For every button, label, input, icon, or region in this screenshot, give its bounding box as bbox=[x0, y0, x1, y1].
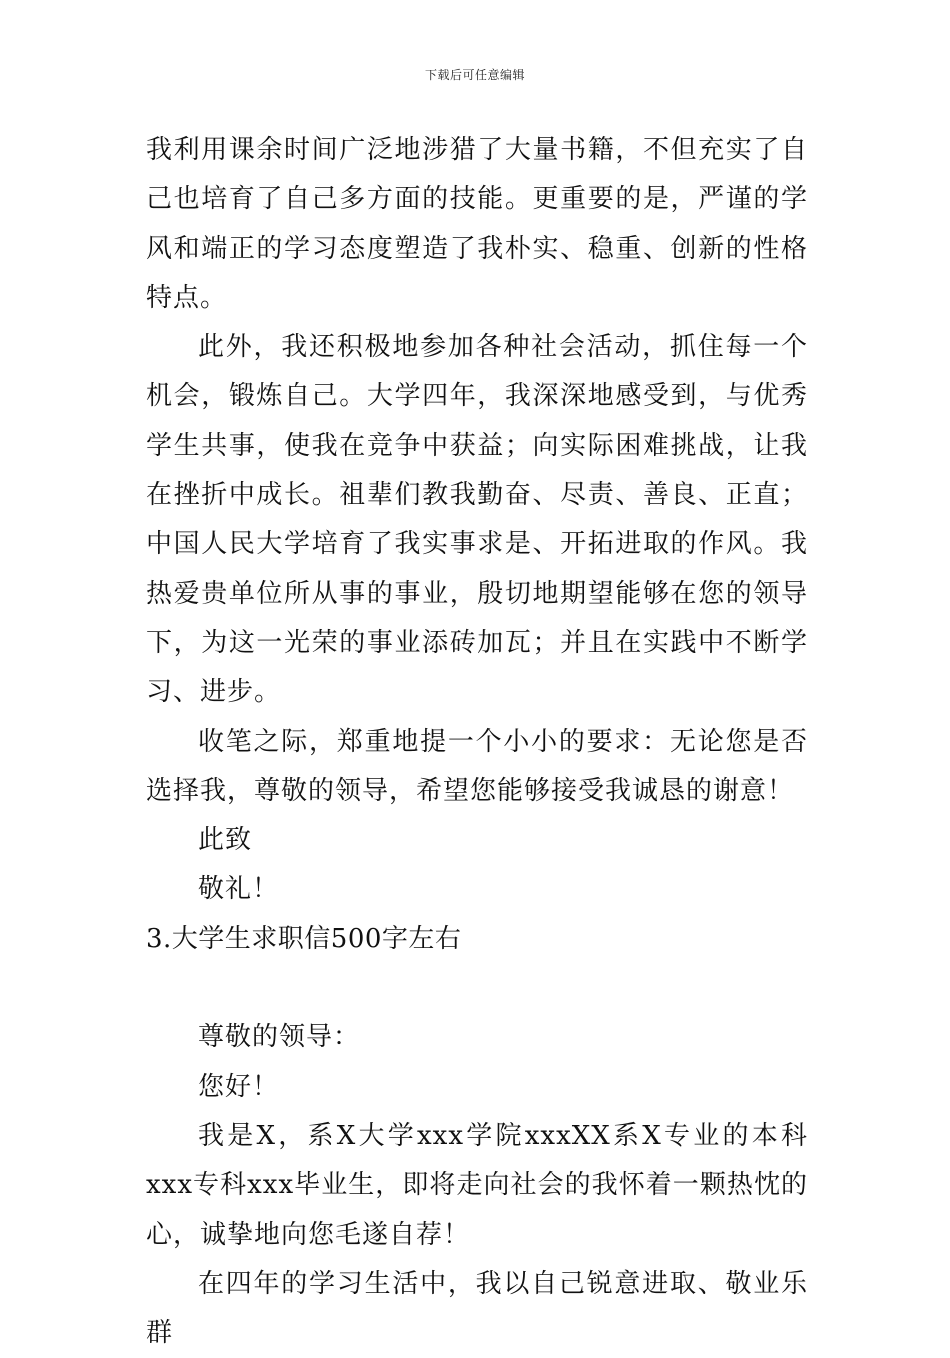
paragraph-2: 此外，我还积极地参加各种社会活动，抓住每一个机会，锻炼自己。大学四年，我深深地感受到，与优秀学生共事，使我在竞争中获益；向实际困难挑战，让我在挫折中成长。祖辈们教我勤奋、尽责、善良、正直；中国人民大学培育了我实事求是、开拓进取的作风。我热爱贵单位所从事的事业，殷切地期望能够在您的领导下，为这一光荣的事业添砖加瓦；并且在实践中不断学习、进步。 bbox=[146, 332, 808, 708]
section-heading: 3.大学生求职信500字左右 bbox=[146, 923, 462, 954]
paragraph-4: 我是X，系X大学xxx学院xxxXX系X专业的本科xxx专科xxx毕业生，即将走向社会的我怀着一颗热忱的心，诚挚地向您毛遂自荐！ bbox=[146, 1120, 808, 1250]
header-note: 下载后可任意编辑 bbox=[424, 68, 525, 82]
closing-line-2: 敬礼！ bbox=[198, 874, 280, 905]
blank-line bbox=[146, 964, 808, 1013]
paragraph-5: 在四年的学习生活中，我以自己锐意进取、敬业乐群 bbox=[146, 1268, 808, 1349]
paragraph-3: 收笔之际，郑重地提一个小小的要求：无论您是否选择我，尊敬的领导，希望您能够接受我诚恳的谢意！ bbox=[146, 726, 808, 806]
closing-line-1: 此致 bbox=[198, 825, 253, 856]
document-body bbox=[146, 126, 808, 1358]
salutation: 尊敬的领导： bbox=[198, 1022, 361, 1053]
greeting: 您好！ bbox=[198, 1071, 280, 1102]
paragraph-1: 我利用课余时间广泛地涉猎了大量书籍，不但充实了自己也培育了自己多方面的技能。更重要的是，严谨的学风和端正的学习态度塑造了我朴实、稳重、创新的性格特点。 bbox=[146, 135, 808, 313]
